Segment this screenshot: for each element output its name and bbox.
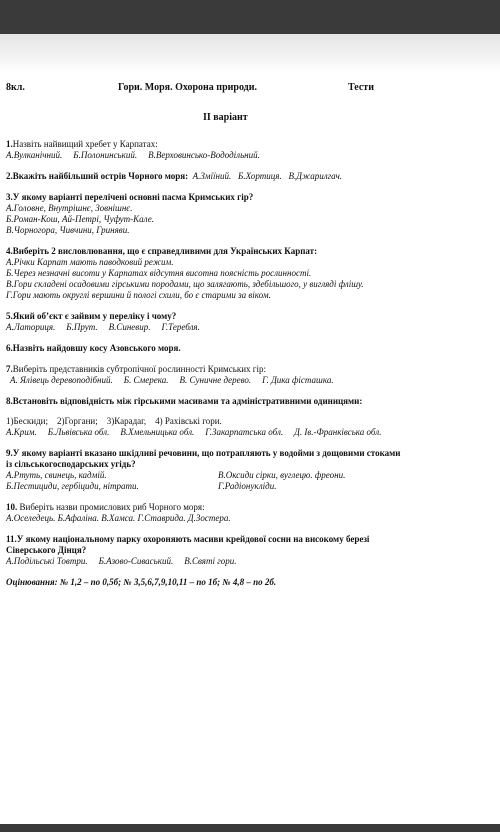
question-number: 3. [6,192,13,202]
question-6 [6,343,498,354]
question-text: Вкажіть найбільший острів Чорного моря: [12,171,189,181]
option: Б.Полонинський. [73,150,138,160]
topic-title: Гори. Моря. Охорона природи. [118,82,257,93]
question-10 [6,502,498,524]
option: Г.Гори мають округлі вершини й пологі схили, бо є старими за віком. [6,290,271,300]
variant-title: II варіант [203,112,248,123]
option: Г.Теребля. [161,322,200,332]
question-9 [6,448,498,492]
page-shadow [0,34,500,74]
option: Б.Пестициди, гербіциди, нітрати. [6,481,139,491]
question-text: Назвіть найдовшу косу Азовського моря. [12,343,181,353]
match-item: 4) Рахівські гори. [155,416,222,426]
question-text: Назвіть найвищий хребет у Карпатах: [12,139,158,149]
question-number: 4. [6,246,13,256]
match-item: 3)Карадаг, [106,416,147,426]
question-number: 11. [6,534,17,544]
header-row [0,82,500,96]
option: Г. Дика фісташка. [262,375,334,385]
option: Б.Роман-Кош, Ай-Петрі, Чуфут-Кале. [6,214,155,224]
option: А.Крим. [6,427,37,437]
question-text: Виберіть назви промислових риб Чорного моря: [17,502,205,512]
option: Д. Ів.-Франківська обл. [294,427,382,437]
question-number: 2. [6,171,13,181]
option: А.Подільські Товтри. [6,556,88,566]
option: А.Ртуть, свинець, кадмій. [6,470,107,480]
question-5 [6,311,498,333]
match-item: 1)Бескиди; [6,416,48,426]
question-text: У якому варіанті вказано шкідливі речовини, що потрапляють у водойми з дощовими стоками [12,448,401,458]
option: Б.Прут. [66,322,98,332]
option: В.Верховинсько-Вододільний. [148,150,260,160]
grade-label: 8кл. [6,82,25,93]
question-text: У якому національному парку охороняють масиви крейдової сосни на високому березі [16,534,370,544]
question-number: 6. [6,343,13,353]
option: Г.Радіонукліди. [218,481,277,491]
option: Б.Через незначні висоти у Карпатах відсутня висотна поясність рослинності. [6,268,312,278]
question-11 [6,534,498,567]
option: В.Гори складені осадовими гірськими породами, що залягають, здебільшого, у вигляді флішу. [6,279,364,289]
question-number: 9. [6,448,13,458]
option: А.Оселедець. Б.Афаліна. В.Хамса. Г.Ставрида. Д.Зостера. [6,513,231,523]
option: В.Чорногора, Чивчини, Гриняви. [6,225,130,235]
question-text: У якому варіанті перелічені основні пасма Кримських гір? [12,192,254,202]
test-type-label: Тести [348,82,374,93]
option: В.Хмельницька обл. [120,427,195,437]
question-text: Який об’єкт є зайвим у переліку і чому? [12,311,177,321]
option: А.Зміїний. [192,171,232,181]
scoring-note: Оцінювання: № 1,2 – по 0,5б; № 3,5,6,7,9,10,11 – по 1б; № 4,8 – по 2б. [6,577,277,587]
option: А.Річки Карпат мають паводковий режим. [6,257,174,267]
question-text-cont: із сільськогосподарських угідь? [6,459,136,469]
document-page [0,34,500,824]
option: Б. Смерека. [123,375,169,385]
option: Г.Закарпатська обл. [205,427,284,437]
option: А. Ялівець деревоподібний. [10,375,113,385]
option: А.Вулканічний. [6,150,63,160]
question-text: Виберіть представників субтропічної рослинності Кримських гір: [12,364,266,374]
question-text: Виберіть 2 висловлювання, що є справедливими для Українських Карпат: [12,246,318,256]
option: А.Головне, Внутрішнє, Зовнішнє. [6,203,133,213]
question-number: 10. [6,502,18,512]
option: В.Святі гори. [184,556,237,566]
question-8 [6,396,498,438]
question-text: Встановіть відповідність між гірськими масивами та адміністративними одиницями: [12,396,363,406]
question-number: 8. [6,396,13,406]
questions-list [6,139,498,588]
question-3 [6,192,498,236]
question-1 [6,139,498,161]
option: Б.Хортиця. [238,171,282,181]
option: Б.Львівська обл. [47,427,110,437]
question-number: 7. [6,364,13,374]
question-2 [6,171,498,182]
option: В.Оксиди сірки, вуглецю. фреони. [218,470,346,480]
question-text-cont: Сіверського Дінця? [6,545,87,555]
option: В. Суничне дерево. [179,375,252,385]
match-item: 2)Горгани; [56,416,98,426]
option: А.Латориця. [6,322,56,332]
option: В.Джарилгач. [288,171,343,181]
question-number: 1. [6,139,13,149]
question-4 [6,246,498,301]
option: В.Синевир. [108,322,151,332]
option: Б.Азово-Сиваський. [98,556,174,566]
question-number: 5. [6,311,13,321]
question-7 [6,364,498,386]
